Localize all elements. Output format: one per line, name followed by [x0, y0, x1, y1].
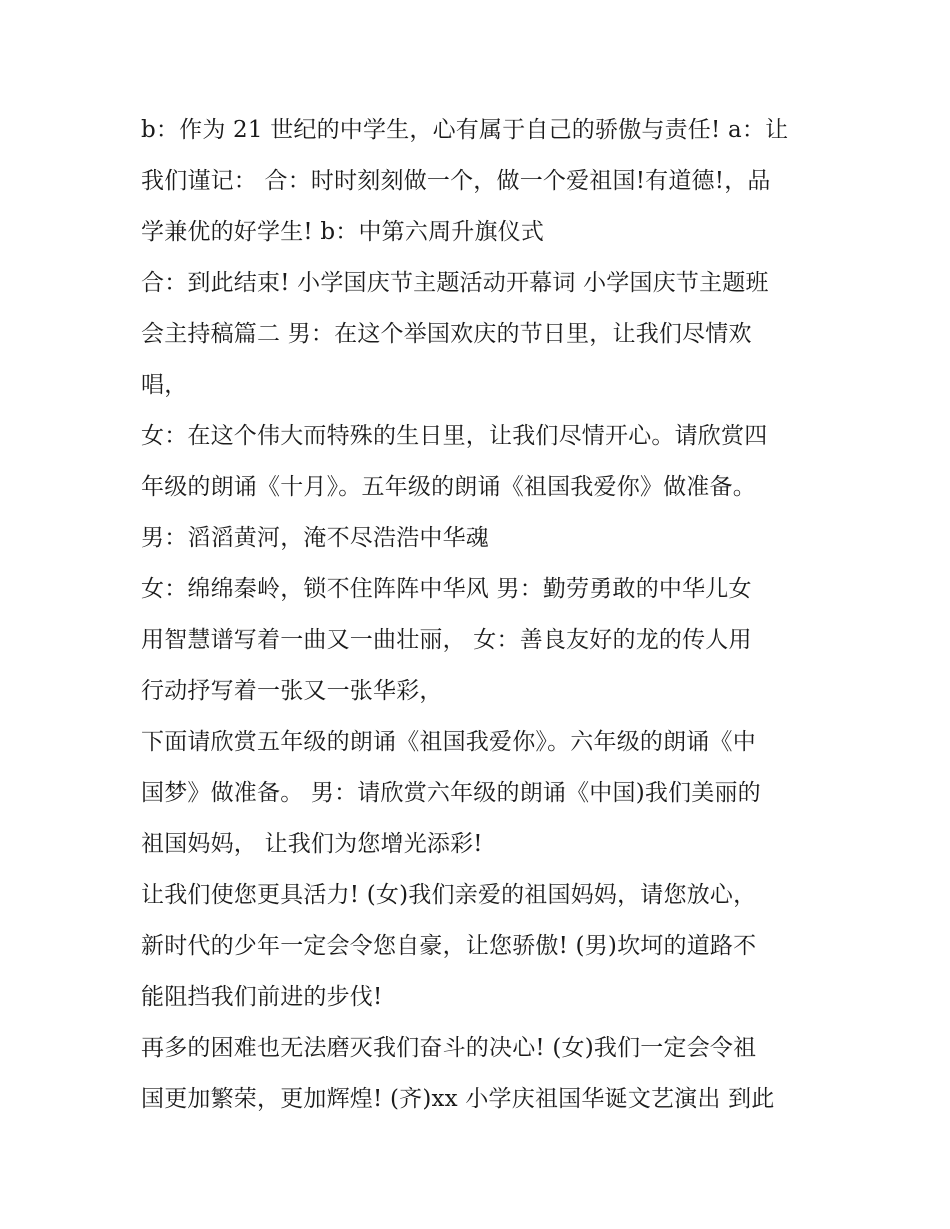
text-line: 让我们使您更具活力! (女)我们亲爱的祖国妈妈，请您放心， — [141, 882, 757, 908]
text-line: 国梦》做准备。 男：请欣赏六年级的朗诵《中国)我们美丽的 — [141, 780, 761, 806]
text-line: 用智慧谱写着一曲又一曲壮丽， 女：善良友好的龙的传人用 — [141, 627, 752, 653]
text-line: 下面请欣赏五年级的朗诵《祖国我爱你》。六年级的朗诵《中 — [141, 729, 756, 755]
text-line: 祖国妈妈， 让我们为您增光添彩! — [141, 831, 483, 857]
text-line: 女：在这个伟大而特殊的生日里，让我们尽情开心。请欣赏四 — [141, 423, 768, 449]
text-line: 国更加繁荣，更加辉煌! (齐)xx 小学庆祖国华诞文艺演出 到此 — [141, 1086, 775, 1112]
document-body — [141, 111, 821, 1131]
text-line: 唱， — [141, 372, 188, 398]
text-line: 学兼优的好学生! b：中第六周升旗仪式 — [141, 219, 545, 245]
text-line: 男：滔滔黄河，淹不尽浩浩中华魂 — [141, 525, 489, 551]
text-line: 我们谨记： 合：时时刻刻做一个，做一个爱祖国!有道德!，品 — [141, 168, 771, 194]
text-line: 女：绵绵秦岭，锁不住阵阵中华风 男：勤劳勇敢的中华儿女 — [141, 576, 752, 602]
text-line: 新时代的少年一定会令您自豪，让您骄傲! (男)坎坷的道路不 — [141, 933, 757, 959]
text-line: 行动抒写着一张又一张华彩， — [141, 678, 443, 704]
text-line: b：作为 21 世纪的中学生，心有属于自己的骄傲与责任! a：让 — [141, 117, 789, 143]
text-line: 年级的朗诵《十月》。五年级的朗诵《祖国我爱你》做准备。 — [141, 474, 756, 500]
text-line: 会主持稿篇二 男：在这个举国欢庆的节日里，让我们尽情欢 — [141, 321, 752, 347]
text-line: 能阻挡我们前进的步伐! — [141, 984, 383, 1010]
text-line: 再多的困难也无法磨灭我们奋斗的决心! (女)我们一定会令祖 — [141, 1035, 757, 1061]
text-line: 合：到此结束! 小学国庆节主题活动开幕词 小学国庆节主题班 — [141, 270, 769, 296]
